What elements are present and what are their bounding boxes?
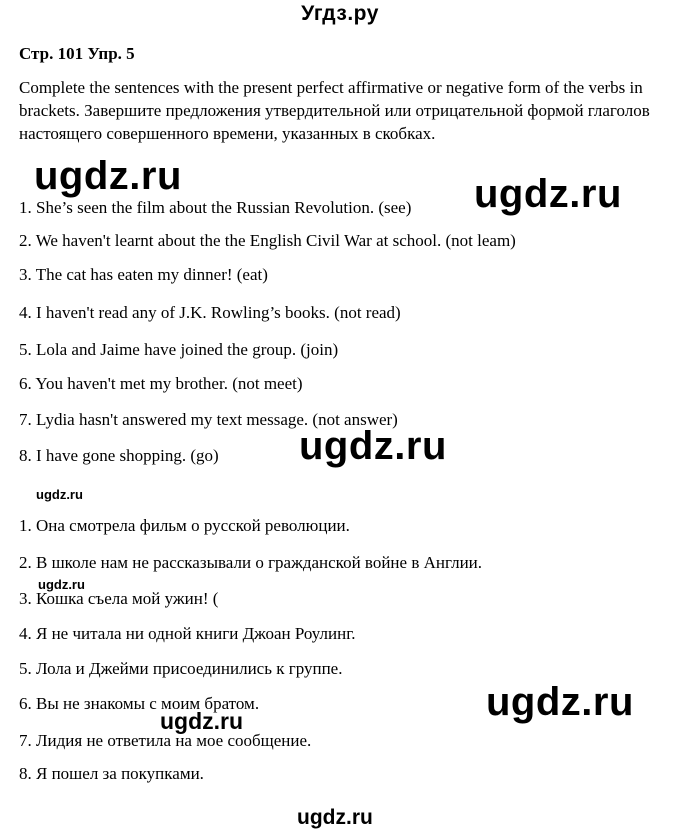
footer-watermark: ugdz.ru [297, 806, 373, 829]
russian-sentence: 4. Я не читала ни одной книги Джоан Роулинг. [19, 624, 356, 643]
english-sentence: 3. The cat has eaten my dinner! (eat) [19, 265, 268, 284]
english-sentence: 1. She’s seen the film about the Russian Revolution. (see) [19, 198, 412, 217]
watermark: ugdz.ru [299, 424, 447, 468]
english-sentence: 5. Lola and Jaime have joined the group. (join) [19, 340, 339, 359]
english-sentence: 7. Lydia hasn't answered my text message. (not answer) [19, 410, 398, 429]
russian-sentence: 7. Лидия не ответила на мое сообщение. [19, 731, 312, 750]
russian-sentence: 8. Я пошел за покупками. [19, 764, 204, 783]
site-title: Угдз.ру [301, 2, 379, 25]
russian-sentence: 5. Лола и Джейми присоединились к группе. [19, 659, 343, 678]
watermark: ugdz.ru [486, 680, 634, 724]
watermark: ugdz.ru [36, 487, 83, 502]
watermark: ugdz.ru [34, 154, 182, 198]
watermark: ugdz.ru [38, 577, 85, 592]
english-sentence: 2. We haven't learnt about the the English Civil War at school. (not leam) [19, 231, 516, 250]
watermark: ugdz.ru [474, 172, 622, 216]
russian-sentence: 2. В школе нам не рассказывали о гражданской войне в Англии. [19, 553, 483, 572]
exercise-instructions: Complete the sentences with the present perfect affirmative or negative form of the verbs in brackets. Завершите предложения утвердительной или отрицательной формой глаголов настоящего совершенного времени, указанных в скобках. [19, 78, 650, 143]
exercise-title: Стр. 101 Упр. 5 [19, 44, 135, 63]
russian-sentence: 1. Она смотрела фильм о русской революции. [19, 516, 350, 535]
watermark: ugdz.ru [160, 708, 244, 734]
english-sentence: 4. I haven't read any of J.K. Rowling’s books. (not read) [19, 303, 401, 322]
russian-sentence: 3. Кошка съела мой ужин! ( [19, 589, 219, 608]
russian-sentence: 6. Вы не знакомы с моим братом. [19, 694, 260, 713]
english-sentence: 6. You haven't met my brother. (not meet) [19, 374, 303, 393]
english-sentence: 8. I have gone shopping. (go) [19, 446, 219, 465]
